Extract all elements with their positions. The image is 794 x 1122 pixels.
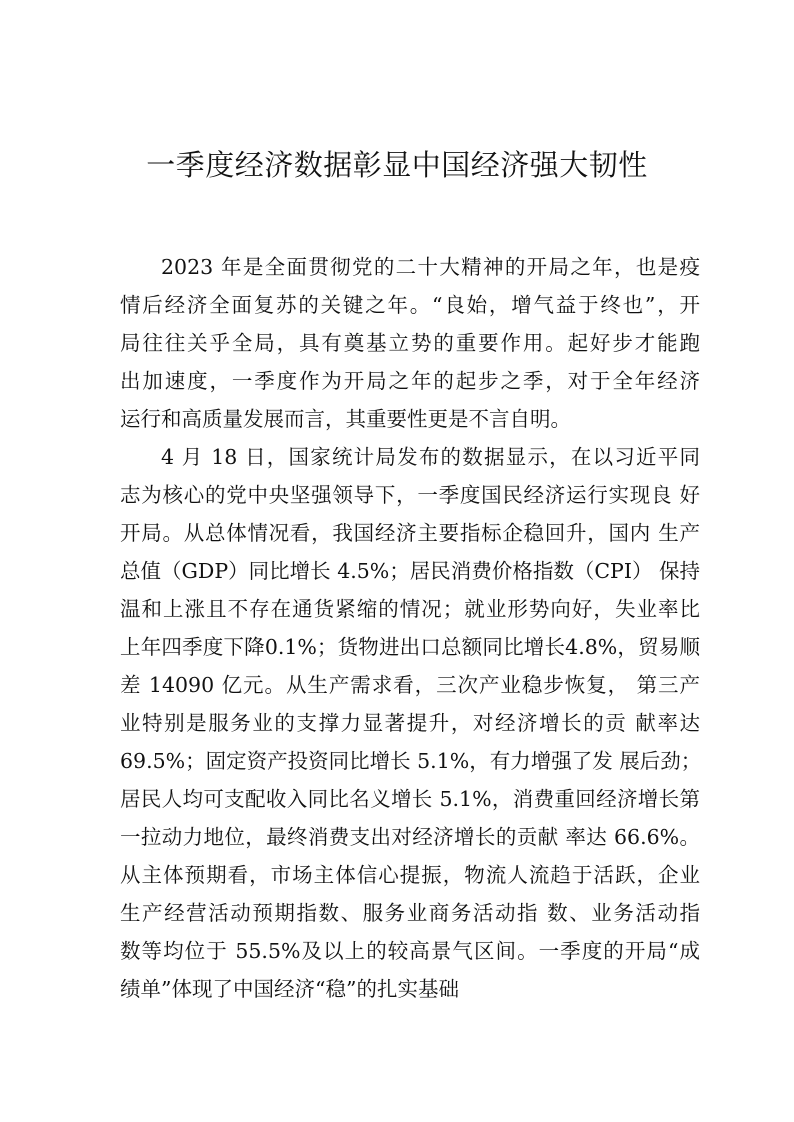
paragraph-1	[120, 248, 700, 438]
text-line: 2023 年是全面贯彻党的二十大精神的开局之年，也是疫	[161, 255, 700, 279]
document-title: 一季度经济数据彰显中国经济强大韧性	[146, 148, 648, 182]
text-line: 运行和高质量发展而言，其重要性更是不言自明。	[120, 407, 571, 431]
text-line: 志为核心的党中央坚强领导下，一季度国民经济运行实现良 好	[120, 483, 700, 507]
text-line: 生产经营活动预期指数、服务业商务活动指 数、业务活动指	[120, 901, 700, 925]
text-line: 局往往关乎全局，具有奠基立势的重要作用。起好步才能跑	[120, 331, 700, 355]
text-line: 总值（GDP）同比增长 4.5%；居民消费价格指数（CPI） 保持	[120, 559, 700, 583]
text-line: 温和上涨且不存在通货紧缩的情况；就业形势向好，失业率比	[120, 597, 700, 621]
text-line: 绩单”体现了中国经济“稳”的扎实基础	[120, 977, 459, 1001]
text-line: 情后经济全面复苏的关键之年。“良始，增气益于终也”，开	[120, 293, 700, 317]
text-line: 4 月 18 日，国家统计局发布的数据显示，在以习近平同	[161, 445, 700, 469]
paragraph-2	[120, 438, 700, 1008]
text-line: 开局。从总体情况看，我国经济主要指标企稳回升，国内 生产	[120, 521, 700, 545]
text-line: 69.5%；固定资产投资同比增长 5.1%，有力增强了发 展后劲；	[120, 749, 702, 773]
text-line: 一拉动力地位，最终消费支出对经济增长的贡献 率达 66.6%。	[120, 825, 700, 849]
text-line: 从主体预期看，市场主体信心提振，物流人流趋于活跃，企业	[120, 863, 700, 887]
text-line: 出加速度，一季度作为开局之年的起步之季，对于全年经济	[120, 369, 700, 393]
text-line: 上年四季度下降0.1%；货物进出口总额同比增长4.8%，贸易顺	[120, 635, 700, 659]
text-line: 居民人均可支配收入同比名义增长 5.1%，消费重回经济增长第	[120, 787, 700, 811]
text-line: 业特别是服务业的支撑力显著提升，对经济增长的贡 献率达	[120, 711, 700, 735]
text-line: 差 14090 亿元。从生产需求看，三次产业稳步恢复， 第三产	[120, 673, 700, 697]
text-line: 数等均位于 55.5%及以上的较高景气区间。一季度的开局“成	[120, 939, 700, 963]
document-body	[120, 248, 700, 1008]
